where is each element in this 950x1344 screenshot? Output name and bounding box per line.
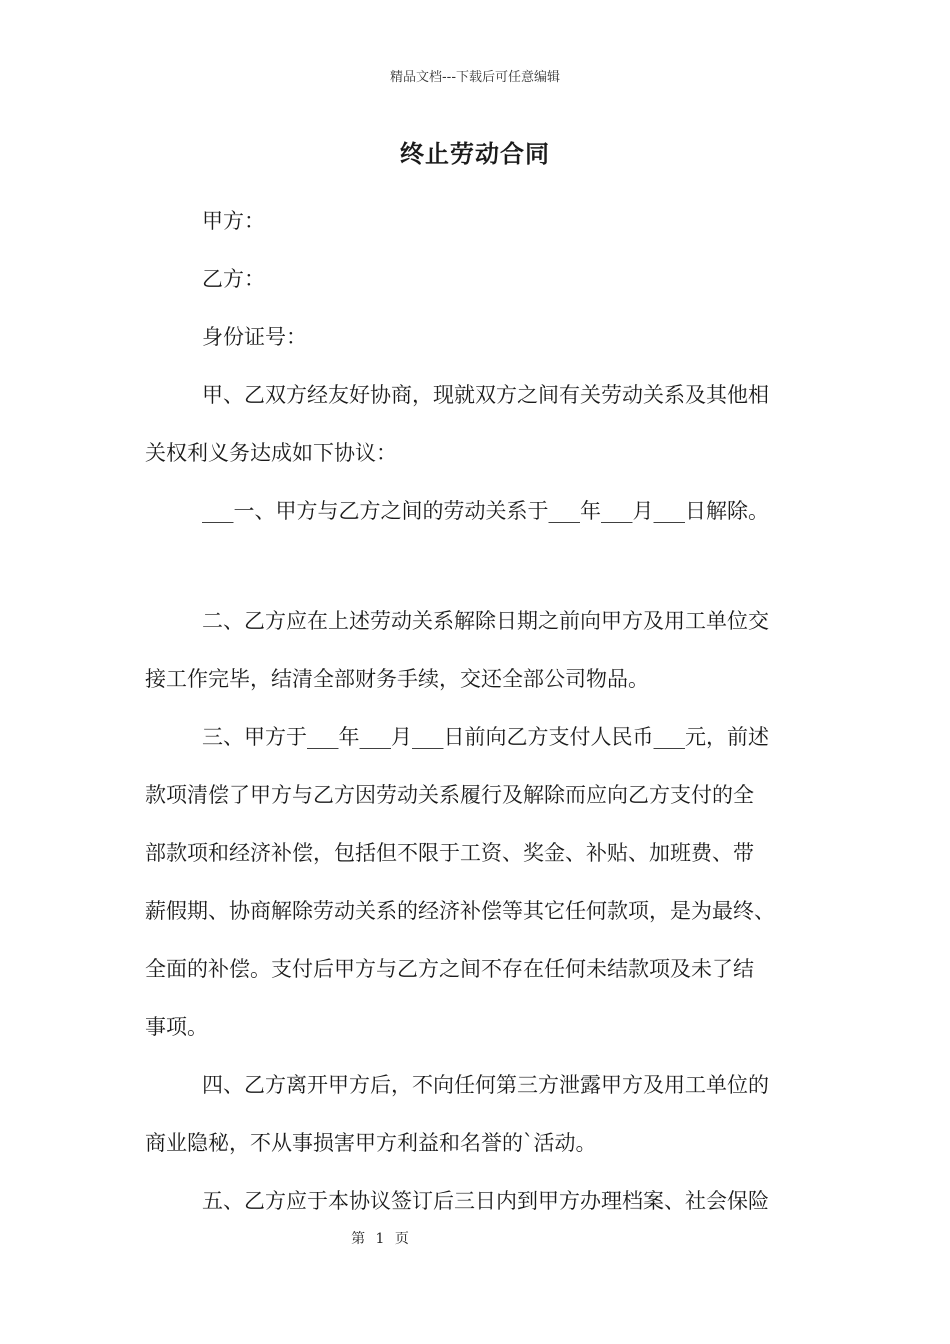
document-body-block-2 [145, 592, 810, 1230]
clause-4-line: 四、乙方离开甲方后，不向任何第三方泄露甲方及用工单位的 [202, 1073, 769, 1097]
header-note: 精品文档---下载后可任意编辑 [389, 70, 561, 85]
document-body-block-1 [145, 192, 810, 540]
clause-3-line: 薪假期、协商解除劳动关系的经济补偿等其它任何款项，是为最终、 [145, 899, 775, 923]
intro-paragraph-line: 甲、乙双方经友好协商，现就双方之间有关劳动关系及其他相 [202, 383, 769, 407]
id-number-label: 身份证号： [202, 325, 307, 349]
clause-5-line: 五、乙方应于本协议签订后三日内到甲方办理档案、社会保险 [202, 1189, 769, 1213]
intro-paragraph-line: 关权利义务达成如下协议： [145, 441, 397, 465]
page-number: 1 [375, 1231, 385, 1247]
clause-3-line: 三、甲方于___年___月___日前向乙方支付人民币___元，前述 [202, 725, 769, 749]
clause-4-line: 商业隐秘，不从事损害甲方利益和名誉的`活动。 [145, 1131, 597, 1155]
clause-3-line: 款项清偿了甲方与乙方因劳动关系履行及解除而应向乙方支付的全 [145, 783, 754, 807]
footer-suffix: 页 [394, 1231, 409, 1247]
document-title: 终止劳动合同 [400, 139, 550, 168]
clause-2-line: 二、乙方应在上述劳动关系解除日期之前向甲方及用工单位交 [202, 609, 769, 633]
party-b-label: 乙方： [202, 267, 265, 291]
footer-prefix: 第 [351, 1231, 366, 1247]
page-footer [0, 1228, 760, 1248]
party-a-label: 甲方： [202, 209, 265, 233]
clause-3-line: 事项。 [145, 1015, 208, 1039]
clause-2-line: 接工作完毕，结清全部财务手续，交还全部公司物品。 [145, 667, 649, 691]
clause-3-line: 全面的补偿。支付后甲方与乙方之间不存在任何未结款项及未了结 [145, 957, 754, 981]
clause-1: ___一、甲方与乙方之间的劳动关系于___年___月___日解除。 [202, 499, 769, 523]
clause-3-line: 部款项和经济补偿，包括但不限于工资、奖金、补贴、加班费、带 [145, 841, 754, 865]
